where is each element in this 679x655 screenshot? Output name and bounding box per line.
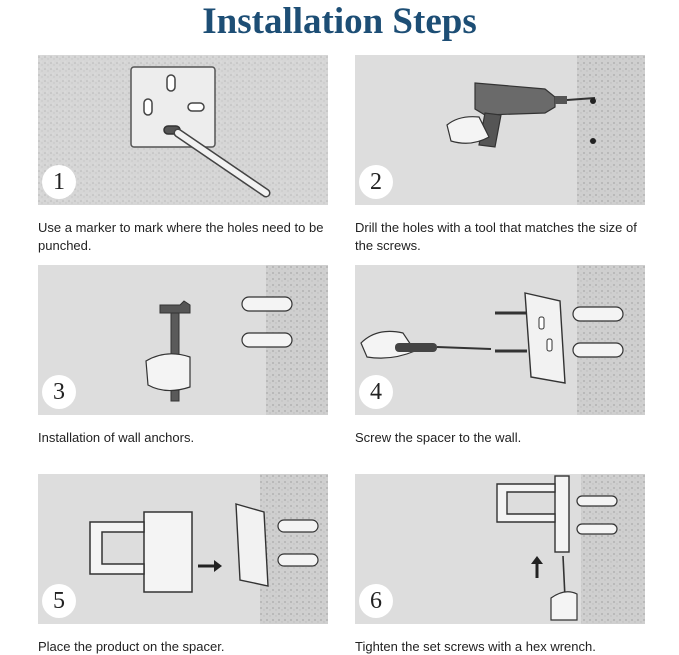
step-2 [355,55,645,255]
step-1 [38,55,328,255]
hammer-anchors-illustration [38,265,328,415]
step-caption: Installation of wall anchors. [38,430,195,445]
page-title: Installation Steps [202,1,477,42]
step-6 [355,474,645,655]
step-number-badge: 1 [42,165,76,199]
hex-wrench-illustration [355,474,645,624]
step-6-illustration [355,474,645,624]
step-2-illustration [355,55,645,205]
drill-illustration [355,55,645,205]
step-1-illustration [38,55,328,205]
step-5 [38,474,328,655]
step-3-illustration [38,265,328,415]
step-caption: Drill the holes with a tool that matches the size of the screws. [355,220,637,253]
step-number-badge: 3 [42,375,76,409]
screwdriver-spacer-illustration [355,265,645,415]
step-number-badge: 6 [359,584,393,618]
step-caption: Tighten the set screws with a hex wrench. [355,639,596,654]
step-number-badge: 2 [359,165,393,199]
step-4-illustration [355,265,645,415]
step-number-badge: 5 [42,584,76,618]
step-3 [38,265,328,447]
step-4 [355,265,645,447]
step-caption: Screw the spacer to the wall. [355,430,522,445]
marker-marking-illustration [38,55,328,205]
step-5-illustration [38,474,328,624]
step-number-badge: 4 [359,375,393,409]
place-product-illustration [38,474,328,624]
step-caption: Place the product on the spacer. [38,639,225,654]
step-caption: Use a marker to mark where the holes need to be punched. [38,220,324,253]
